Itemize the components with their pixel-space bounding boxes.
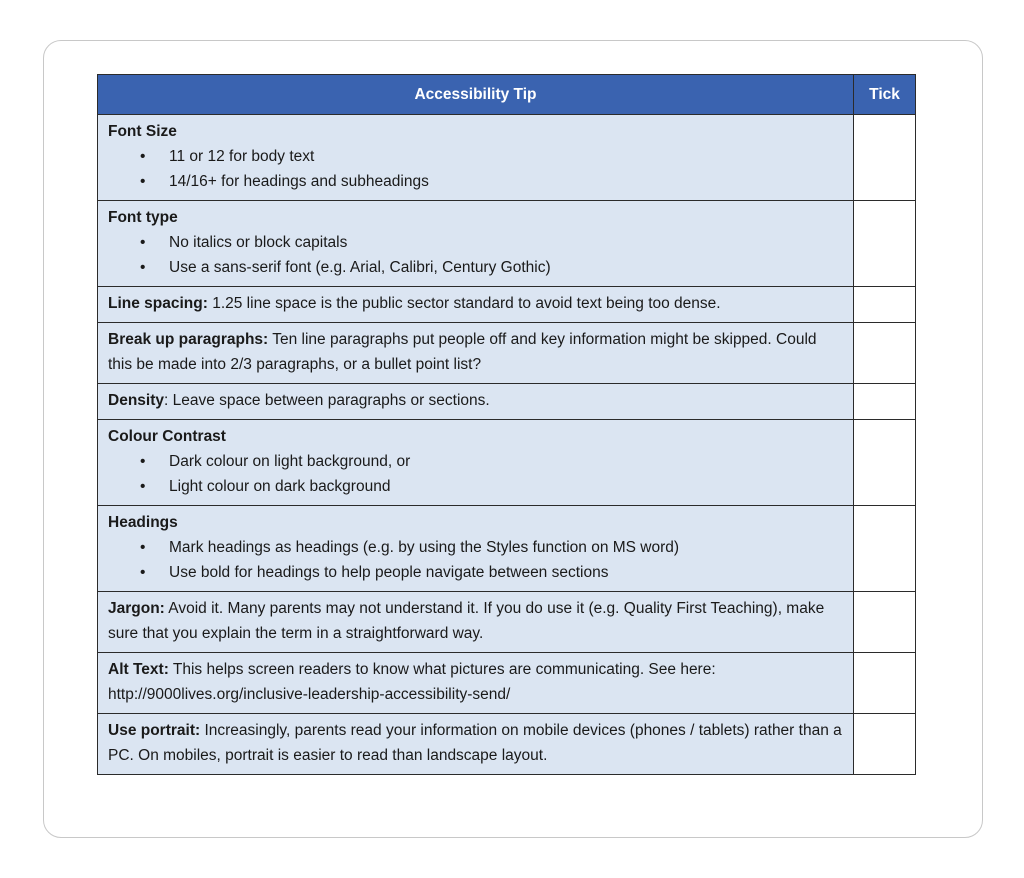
tip-heading: Line spacing: [108,295,208,312]
tick-cell-alt-text[interactable] [854,653,916,714]
tip-bullet-list [108,144,843,194]
tip-row-headings [98,506,916,592]
tip-heading: Use portrait: [108,722,201,739]
tick-cell-use-portrait[interactable] [854,714,916,775]
tick-cell-density[interactable] [854,384,916,420]
tip-cell [98,323,854,384]
tick-cell-headings[interactable] [854,506,916,592]
table-header-row [98,75,916,115]
tip-cell [98,201,854,287]
tip-cell [98,592,854,653]
tip-cell [98,384,854,420]
tip-bullet: • Light colour on dark background [108,474,843,499]
tip-row-break-up-paragraphs [98,323,916,384]
tip-bullet-list [108,230,843,280]
tick-cell-font-type[interactable] [854,201,916,287]
tick-cell-font-size[interactable] [854,115,916,201]
tip-row-colour-contrast [98,420,916,506]
tip-cell [98,287,854,323]
tip-text: : Leave space between paragraphs or sections. [164,392,490,409]
tip-bullet: • Dark colour on light background, or [108,449,843,474]
tick-header: Tick [854,75,916,115]
tip-cell [98,714,854,775]
tip-heading: Font Size [108,123,177,140]
tip-cell [98,506,854,592]
tip-bullet: • Mark headings as headings (e.g. by using the Styles function on MS word) [108,535,843,560]
tip-heading: Headings [108,514,178,531]
tip-heading: Break up paragraphs: [108,331,269,348]
tip-bullet: • No italics or block capitals [108,230,843,255]
tip-text: Increasingly, parents read your information on mobile devices (phones / tablets) rather than a PC. On mobiles, portrait is easier to read than landscape layout. [108,722,842,764]
tip-bullet: • 11 or 12 for body text [108,144,843,169]
tick-cell-break-up-paragraphs[interactable] [854,323,916,384]
tip-row-jargon [98,592,916,653]
tip-cell [98,420,854,506]
tip-row-density [98,384,916,420]
tip-text: Avoid it. Many parents may not understand it. If you do use it (e.g. Quality First Teaching), make sure that you explain the term in a straightforward way. [108,600,825,642]
tip-cell [98,653,854,714]
tip-bullet: • Use bold for headings to help people navigate between sections [108,560,843,585]
tip-bullet-list [108,535,843,585]
tip-heading: Font type [108,209,178,226]
tip-heading: Colour Contrast [108,428,226,445]
tip-text: Ten line paragraphs put people off and key information might be skipped. Could this be made into 2/3 paragraphs, or a bullet point list? [108,331,817,373]
tick-cell-colour-contrast[interactable] [854,420,916,506]
tick-cell-jargon[interactable] [854,592,916,653]
tip-row-use-portrait [98,714,916,775]
tip-bullet: • 14/16+ for headings and subheadings [108,169,843,194]
tick-cell-line-spacing[interactable] [854,287,916,323]
tip-row-font-size [98,115,916,201]
tip-text: 1.25 line space is the public sector standard to avoid text being too dense. [207,295,721,312]
tip-heading: Density [108,392,164,409]
tip-bullet: • Use a sans-serif font (e.g. Arial, Calibri, Century Gothic) [108,255,843,280]
tip-row-font-type [98,201,916,287]
tip-row-line-spacing [98,287,916,323]
tip-heading: Jargon: [108,600,165,617]
accessibility-tip-header: Accessibility Tip [98,75,854,115]
tip-cell [98,115,854,201]
tip-bullet-list [108,449,843,499]
tip-row-alt-text [98,653,916,714]
tip-text: This helps screen readers to know what pictures are communicating. See here: http://9000lives.org/inclusive-leadership-accessibility-send/ [108,661,716,703]
tip-heading: Alt Text: [108,661,169,678]
accessibility-checklist-table [97,74,916,775]
